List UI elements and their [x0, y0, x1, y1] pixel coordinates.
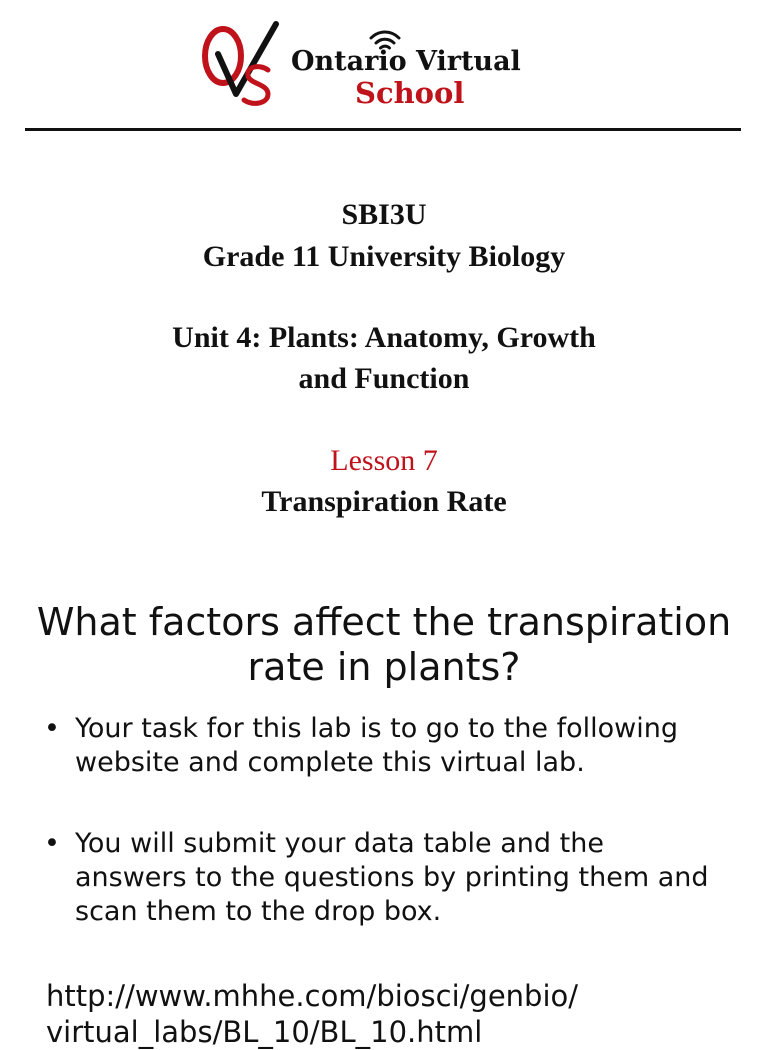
guiding-question-line-1: What factors affect the transpiration [36, 600, 732, 644]
virtual-lab-link-line-1: http://www.mhhe.com/biosci/genbio/ [46, 979, 579, 1013]
list-item-line: Your task for this lab is to go to the following [75, 713, 679, 744]
virtual-lab-link-line-2: virtual_labs/BL_10/BL_10.html [46, 1015, 483, 1049]
guiding-question-line-2: rate in plants? [247, 645, 521, 689]
list-item-line: scan them to the drop box. [75, 896, 442, 927]
guiding-question [0, 600, 768, 690]
list-item-line: You will submit your data table and the [75, 828, 604, 859]
list-item-line: website and complete this virtual lab. [75, 747, 585, 778]
logo-text-ontario-virtual: Ontario Virtual [291, 46, 521, 77]
virtual-lab-link[interactable] [46, 978, 766, 1050]
list-item [44, 712, 744, 780]
header-divider [25, 128, 741, 131]
logo-text-school: School [355, 76, 465, 110]
lesson-label: Lesson 7 [330, 444, 438, 477]
instructions-list [44, 712, 744, 929]
course-name: Grade 11 University Biology [202, 240, 566, 273]
ovs-monogram-logo [196, 20, 282, 106]
course-code: SBI3U [341, 198, 427, 231]
bullet-marker: • [44, 713, 60, 744]
unit-title-line-2: and Function [298, 362, 470, 395]
list-item [44, 827, 744, 929]
unit-title-line-1: Unit 4: Plants: Anatomy, Growth [172, 321, 596, 354]
school-logo [196, 20, 534, 110]
bullet-marker: • [44, 828, 60, 859]
lesson-title: Transpiration Rate [261, 485, 507, 518]
list-item-line: answers to the questions by printing them and [75, 862, 709, 893]
